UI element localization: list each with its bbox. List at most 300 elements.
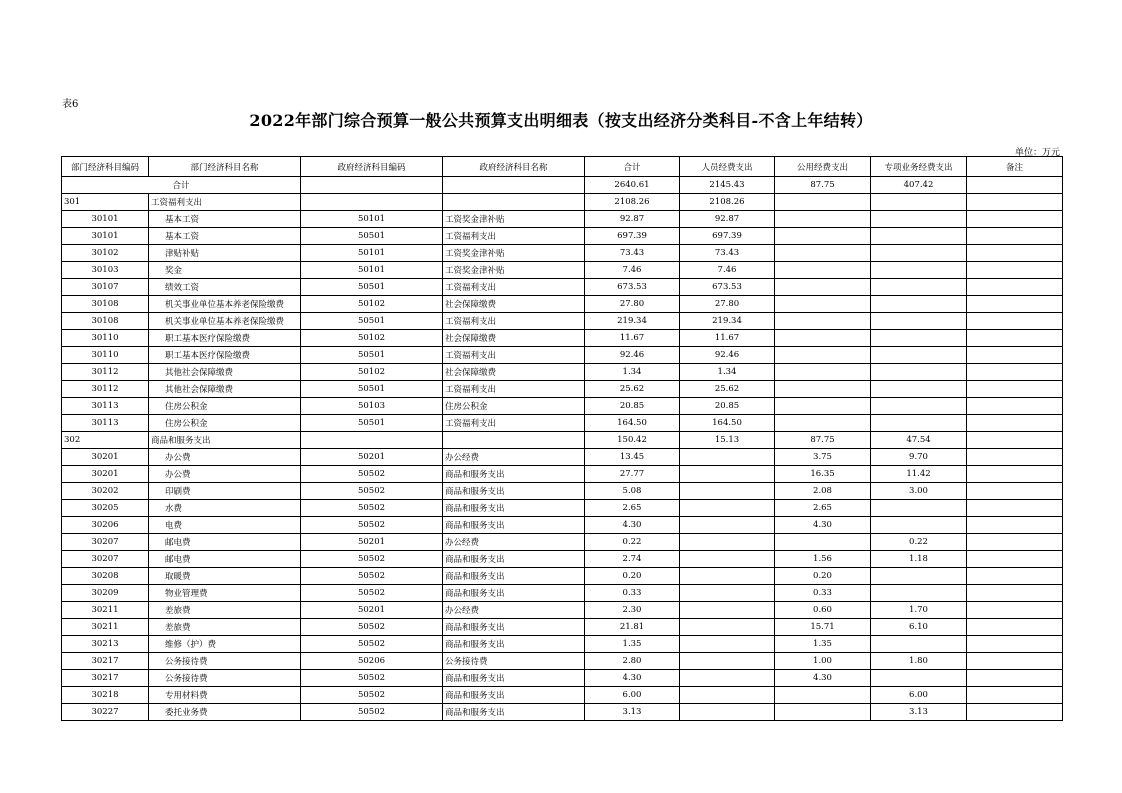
special-cell: 11.42: [871, 466, 967, 483]
note-cell: [967, 517, 1063, 534]
special-cell: [871, 636, 967, 653]
special-cell: [871, 330, 967, 347]
name-cell: 公务接待费: [149, 653, 301, 670]
gov-name-cell: 商品和服务支出: [443, 551, 585, 568]
gov-name-cell: [443, 432, 585, 449]
amount-cell: 7.46: [585, 262, 680, 279]
gov-name-cell: 商品和服务支出: [443, 500, 585, 517]
personnel-cell: 73.43: [680, 245, 775, 262]
note-cell: [967, 449, 1063, 466]
public-cell: 0.33: [775, 585, 871, 602]
amount-cell: 3.13: [585, 704, 680, 721]
column-header: 政府经济科目名称: [443, 157, 585, 177]
amount-cell: 27.80: [585, 296, 680, 313]
public-cell: [775, 381, 871, 398]
public-cell: 2.08: [775, 483, 871, 500]
public-cell: [775, 279, 871, 296]
personnel-cell: [680, 653, 775, 670]
personnel-cell: [680, 704, 775, 721]
code-cell: 30201: [62, 466, 149, 483]
personnel-cell: [680, 500, 775, 517]
note-cell: [967, 381, 1063, 398]
personnel-cell: [680, 534, 775, 551]
public-cell: 2.65: [775, 500, 871, 517]
name-cell: 机关事业单位基本养老保险缴费: [149, 296, 301, 313]
personnel-cell: 219.34: [680, 313, 775, 330]
personnel-cell: 164.50: [680, 415, 775, 432]
public-cell: 4.30: [775, 670, 871, 687]
note-cell: [967, 228, 1063, 245]
code-cell: 30113: [62, 415, 149, 432]
name-cell: 机关事业单位基本养老保险缴费: [149, 313, 301, 330]
code-cell: 30110: [62, 347, 149, 364]
gov-name-cell: 公务接待费: [443, 653, 585, 670]
amount-cell: 0.20: [585, 568, 680, 585]
column-header: 人员经费支出: [680, 157, 775, 177]
personnel-cell: 697.39: [680, 228, 775, 245]
code-cell: 30107: [62, 279, 149, 296]
code-cell: 30101: [62, 211, 149, 228]
amount-cell: 2.65: [585, 500, 680, 517]
special-cell: [871, 398, 967, 415]
code-cell: 30112: [62, 364, 149, 381]
amount-cell: 92.87: [585, 211, 680, 228]
amount-cell: 0.33: [585, 585, 680, 602]
name-cell: 差旅费: [149, 602, 301, 619]
personnel-cell: 7.46: [680, 262, 775, 279]
gov-name-cell: 商品和服务支出: [443, 636, 585, 653]
table-row: [62, 500, 1063, 517]
gov-code-cell: 50502: [301, 636, 443, 653]
table-row: [62, 245, 1063, 262]
special-cell: [871, 364, 967, 381]
personnel-cell: 673.53: [680, 279, 775, 296]
name-cell: 职工基本医疗保险缴费: [149, 347, 301, 364]
amount-cell: 5.08: [585, 483, 680, 500]
gov-name-cell: 工资奖金津补贴: [443, 245, 585, 262]
note-cell: [967, 432, 1063, 449]
code-cell: 301: [62, 194, 149, 211]
gov-code-cell: 50502: [301, 619, 443, 636]
category-row: [62, 194, 1063, 211]
special-cell: 6.10: [871, 619, 967, 636]
gov-name-cell: 办公经费: [443, 534, 585, 551]
name-cell: 绩效工资: [149, 279, 301, 296]
gov-name-cell: 社会保障缴费: [443, 296, 585, 313]
personnel-cell: [680, 687, 775, 704]
name-cell: 差旅费: [149, 619, 301, 636]
public-cell: 1.00: [775, 653, 871, 670]
column-header: 备注: [967, 157, 1063, 177]
amount-cell: 6.00: [585, 687, 680, 704]
public-cell: 1.56: [775, 551, 871, 568]
name-cell: 取暖费: [149, 568, 301, 585]
note-cell: [967, 551, 1063, 568]
code-cell: 30227: [62, 704, 149, 721]
special-cell: [871, 245, 967, 262]
gov-code-cell: 50101: [301, 262, 443, 279]
amount-cell: 673.53: [585, 279, 680, 296]
personnel-cell: [680, 517, 775, 534]
personnel-cell: 20.85: [680, 398, 775, 415]
table-row: [62, 313, 1063, 330]
public-cell: [775, 364, 871, 381]
code-cell: 302: [62, 432, 149, 449]
code-cell: 30103: [62, 262, 149, 279]
code-cell: 30205: [62, 500, 149, 517]
table-row: [62, 296, 1063, 313]
name-cell: 物业管理费: [149, 585, 301, 602]
amount-cell: 73.43: [585, 245, 680, 262]
note-cell: [967, 398, 1063, 415]
name-cell: 商品和服务支出: [149, 432, 301, 449]
gov-name-cell: 办公经费: [443, 449, 585, 466]
total-personnel: 2145.43: [680, 177, 775, 194]
personnel-cell: [680, 636, 775, 653]
note-cell: [967, 330, 1063, 347]
gov-code-cell: 50501: [301, 279, 443, 296]
table-row: [62, 483, 1063, 500]
column-header: 部门经济科目编码: [62, 157, 149, 177]
note-cell: [967, 687, 1063, 704]
gov-code-cell: 50502: [301, 466, 443, 483]
public-cell: [775, 398, 871, 415]
name-cell: 其他社会保障缴费: [149, 381, 301, 398]
name-cell: 津贴补贴: [149, 245, 301, 262]
gov-name-cell: 社会保障缴费: [443, 364, 585, 381]
column-header: 公用经费支出: [775, 157, 871, 177]
amount-cell: 4.30: [585, 517, 680, 534]
code-cell: 30207: [62, 551, 149, 568]
note-cell: [967, 466, 1063, 483]
gov-code-cell: 50501: [301, 228, 443, 245]
gov-code-cell: 50102: [301, 364, 443, 381]
name-cell: 基本工资: [149, 211, 301, 228]
special-cell: 9.70: [871, 449, 967, 466]
table-row: [62, 687, 1063, 704]
special-cell: 1.80: [871, 653, 967, 670]
note-cell: [967, 568, 1063, 585]
special-cell: [871, 585, 967, 602]
special-cell: [871, 381, 967, 398]
special-cell: [871, 194, 967, 211]
personnel-cell: [680, 466, 775, 483]
gov-name-cell: 工资福利支出: [443, 279, 585, 296]
gov-code-cell: 50501: [301, 381, 443, 398]
special-cell: [871, 211, 967, 228]
special-cell: [871, 262, 967, 279]
note-cell: [967, 704, 1063, 721]
code-cell: 30211: [62, 602, 149, 619]
table-row: [62, 619, 1063, 636]
table-row: [62, 704, 1063, 721]
note-cell: [967, 245, 1063, 262]
gov-name-cell: 工资福利支出: [443, 347, 585, 364]
gov-name-cell: 工资福利支出: [443, 381, 585, 398]
table-row: [62, 347, 1063, 364]
note-cell: [967, 619, 1063, 636]
public-cell: [775, 534, 871, 551]
gov-code-cell: 50201: [301, 602, 443, 619]
gov-name-cell: 工资福利支出: [443, 228, 585, 245]
amount-cell: 11.67: [585, 330, 680, 347]
gov-code-cell: [301, 194, 443, 211]
personnel-cell: 1.34: [680, 364, 775, 381]
personnel-cell: [680, 568, 775, 585]
table-row: [62, 534, 1063, 551]
note-cell: [967, 313, 1063, 330]
amount-cell: 1.34: [585, 364, 680, 381]
public-cell: [775, 194, 871, 211]
table-row: [62, 364, 1063, 381]
table-number: 表6: [62, 99, 79, 110]
special-cell: 1.70: [871, 602, 967, 619]
table-row: [62, 262, 1063, 279]
note-cell: [967, 653, 1063, 670]
special-cell: [871, 568, 967, 585]
public-cell: 3.75: [775, 449, 871, 466]
code-cell: 30213: [62, 636, 149, 653]
note-cell: [967, 194, 1063, 211]
gov-code-cell: 50502: [301, 687, 443, 704]
public-cell: [775, 211, 871, 228]
gov-name-cell: 工资福利支出: [443, 313, 585, 330]
gov-code-cell: 50501: [301, 347, 443, 364]
public-cell: 87.75: [775, 432, 871, 449]
name-cell: 邮电费: [149, 551, 301, 568]
gov-code-cell: 50502: [301, 517, 443, 534]
total-public: 87.75: [775, 177, 871, 194]
gov-name-cell: 商品和服务支出: [443, 466, 585, 483]
special-cell: 47.54: [871, 432, 967, 449]
amount-cell: 0.22: [585, 534, 680, 551]
personnel-cell: 92.46: [680, 347, 775, 364]
gov-code-cell: 50102: [301, 296, 443, 313]
public-cell: [775, 330, 871, 347]
amount-cell: 4.30: [585, 670, 680, 687]
code-cell: 30101: [62, 228, 149, 245]
total-row: [62, 177, 1063, 194]
table-row: [62, 653, 1063, 670]
code-cell: 30218: [62, 687, 149, 704]
table-row: [62, 381, 1063, 398]
table-row: [62, 670, 1063, 687]
table-row: [62, 211, 1063, 228]
budget-table: [61, 156, 1063, 721]
public-cell: [775, 347, 871, 364]
category-row: [62, 432, 1063, 449]
code-cell: 30102: [62, 245, 149, 262]
gov-code-cell: 50102: [301, 330, 443, 347]
amount-cell: 25.62: [585, 381, 680, 398]
note-cell: [967, 483, 1063, 500]
public-cell: [775, 704, 871, 721]
amount-cell: 697.39: [585, 228, 680, 245]
note-cell: [967, 534, 1063, 551]
gov-name-cell: 商品和服务支出: [443, 687, 585, 704]
amount-cell: 219.34: [585, 313, 680, 330]
gov-name-cell: [443, 194, 585, 211]
amount-cell: 92.46: [585, 347, 680, 364]
note-cell: [967, 670, 1063, 687]
special-cell: 3.00: [871, 483, 967, 500]
name-cell: 奖金: [149, 262, 301, 279]
name-cell: 住房公积金: [149, 415, 301, 432]
code-cell: 30207: [62, 534, 149, 551]
table-row: [62, 551, 1063, 568]
amount-cell: 150.42: [585, 432, 680, 449]
gov-code-cell: 50502: [301, 670, 443, 687]
table-row: [62, 517, 1063, 534]
name-cell: 工资福利支出: [149, 194, 301, 211]
amount-cell: 2108.26: [585, 194, 680, 211]
gov-name-cell: 社会保障缴费: [443, 330, 585, 347]
public-cell: [775, 228, 871, 245]
name-cell: 住房公积金: [149, 398, 301, 415]
note-cell: [967, 500, 1063, 517]
gov-name-cell: 办公经费: [443, 602, 585, 619]
personnel-cell: 11.67: [680, 330, 775, 347]
total-amount: 2640.61: [585, 177, 680, 194]
table-row: [62, 466, 1063, 483]
gov-code-cell: 50103: [301, 398, 443, 415]
table-cell: [967, 177, 1063, 194]
gov-name-cell: 商品和服务支出: [443, 704, 585, 721]
special-cell: [871, 500, 967, 517]
gov-name-cell: 工资福利支出: [443, 415, 585, 432]
public-cell: [775, 313, 871, 330]
table-row: [62, 585, 1063, 602]
table-row: [62, 279, 1063, 296]
personnel-cell: 2108.26: [680, 194, 775, 211]
public-cell: 4.30: [775, 517, 871, 534]
name-cell: 邮电费: [149, 534, 301, 551]
name-cell: 专用材料费: [149, 687, 301, 704]
name-cell: 基本工资: [149, 228, 301, 245]
total-special: 407.42: [871, 177, 967, 194]
gov-name-cell: 商品和服务支出: [443, 568, 585, 585]
column-header: 部门经济科目名称: [149, 157, 301, 177]
gov-name-cell: 住房公积金: [443, 398, 585, 415]
name-cell: 职工基本医疗保险缴费: [149, 330, 301, 347]
special-cell: [871, 313, 967, 330]
gov-name-cell: 商品和服务支出: [443, 517, 585, 534]
personnel-cell: [680, 551, 775, 568]
table-row: [62, 602, 1063, 619]
amount-cell: 27.77: [585, 466, 680, 483]
personnel-cell: 27.80: [680, 296, 775, 313]
public-cell: 0.60: [775, 602, 871, 619]
note-cell: [967, 296, 1063, 313]
note-cell: [967, 347, 1063, 364]
amount-cell: 2.80: [585, 653, 680, 670]
special-cell: [871, 279, 967, 296]
public-cell: [775, 262, 871, 279]
special-cell: [871, 347, 967, 364]
gov-name-cell: 工资奖金津补贴: [443, 262, 585, 279]
code-cell: 30217: [62, 653, 149, 670]
code-cell: 30206: [62, 517, 149, 534]
personnel-cell: [680, 449, 775, 466]
amount-cell: 1.35: [585, 636, 680, 653]
gov-name-cell: 商品和服务支出: [443, 585, 585, 602]
amount-cell: 20.85: [585, 398, 680, 415]
gov-name-cell: 商品和服务支出: [443, 670, 585, 687]
name-cell: 公务接待费: [149, 670, 301, 687]
gov-code-cell: 50502: [301, 704, 443, 721]
special-cell: 3.13: [871, 704, 967, 721]
gov-name-cell: 商品和服务支出: [443, 619, 585, 636]
gov-code-cell: 50201: [301, 534, 443, 551]
column-header: 专项业务经费支出: [871, 157, 967, 177]
public-cell: [775, 415, 871, 432]
name-cell: 电费: [149, 517, 301, 534]
table-cell: [443, 177, 585, 194]
personnel-cell: [680, 670, 775, 687]
public-cell: 1.35: [775, 636, 871, 653]
name-cell: 委托业务费: [149, 704, 301, 721]
public-cell: [775, 687, 871, 704]
personnel-cell: [680, 585, 775, 602]
table-row: [62, 415, 1063, 432]
table-row: [62, 568, 1063, 585]
special-cell: 0.22: [871, 534, 967, 551]
header-row: [62, 157, 1063, 177]
special-cell: [871, 415, 967, 432]
name-cell: 水费: [149, 500, 301, 517]
gov-code-cell: 50502: [301, 585, 443, 602]
gov-code-cell: 50101: [301, 245, 443, 262]
gov-code-cell: 50206: [301, 653, 443, 670]
public-cell: 15.71: [775, 619, 871, 636]
gov-code-cell: 50201: [301, 449, 443, 466]
public-cell: [775, 296, 871, 313]
personnel-cell: 25.62: [680, 381, 775, 398]
code-cell: 30217: [62, 670, 149, 687]
name-cell: 维修（护）费: [149, 636, 301, 653]
code-cell: 30208: [62, 568, 149, 585]
gov-code-cell: 50101: [301, 211, 443, 228]
code-cell: 30211: [62, 619, 149, 636]
public-cell: 16.35: [775, 466, 871, 483]
public-cell: [775, 245, 871, 262]
special-cell: 6.00: [871, 687, 967, 704]
name-cell: 办公费: [149, 449, 301, 466]
code-cell: 30209: [62, 585, 149, 602]
gov-code-cell: [301, 432, 443, 449]
page-title: 2022年部门综合预算一般公共预算支出明细表（按支出经济分类科目-不含上年结转）: [249, 111, 873, 130]
name-cell: 其他社会保障缴费: [149, 364, 301, 381]
special-cell: [871, 517, 967, 534]
gov-code-cell: 50501: [301, 415, 443, 432]
gov-code-cell: 50502: [301, 500, 443, 517]
unit-label: 单位：万元: [1014, 148, 1060, 158]
personnel-cell: 92.87: [680, 211, 775, 228]
amount-cell: 2.74: [585, 551, 680, 568]
code-cell: 30110: [62, 330, 149, 347]
note-cell: [967, 262, 1063, 279]
gov-code-cell: 50502: [301, 551, 443, 568]
code-cell: 30112: [62, 381, 149, 398]
table-row: [62, 330, 1063, 347]
code-cell: 30202: [62, 483, 149, 500]
code-cell: 30108: [62, 296, 149, 313]
note-cell: [967, 636, 1063, 653]
personnel-cell: [680, 602, 775, 619]
table-row: [62, 398, 1063, 415]
note-cell: [967, 602, 1063, 619]
public-cell: 0.20: [775, 568, 871, 585]
